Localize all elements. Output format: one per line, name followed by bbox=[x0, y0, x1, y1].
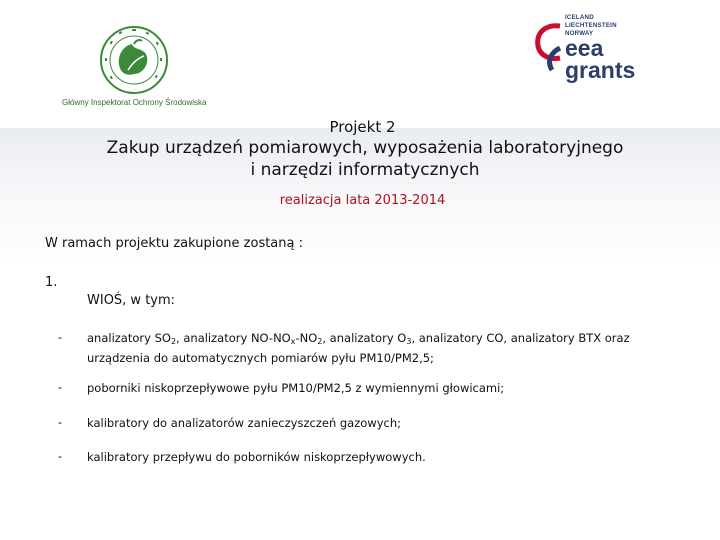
item-part: -NO bbox=[295, 331, 318, 345]
item-sub: 2 bbox=[170, 337, 177, 346]
eea-country: NORWAY bbox=[565, 30, 594, 37]
item-part: analizatory SO bbox=[87, 331, 171, 345]
list-number: 1. bbox=[45, 275, 58, 290]
slide-title-line1: Zakup urządzeń pomiarowych, wyposażenia laboratoryjnego bbox=[106, 138, 624, 158]
item-part: , analizatory O bbox=[322, 331, 407, 345]
slide-title bbox=[0, 137, 720, 181]
list-item-line1 bbox=[87, 330, 685, 350]
list-item-line2: urządzenia do automatycznych pomiarów pyłu PM10/PM2,5; bbox=[87, 351, 434, 365]
list-item-text: kalibratory do analizatorów zanieczyszczeń gazowych; bbox=[87, 416, 401, 430]
item-part: , analizatory NO-NO bbox=[176, 331, 291, 345]
eea-swirl-icon bbox=[530, 12, 564, 82]
list-dash: - bbox=[58, 415, 63, 429]
grants-word: grants bbox=[565, 57, 636, 83]
list-item-text: poborniki niskoprzepływowe pyłu PM10/PM2,5 z wymiennymi głowicami; bbox=[87, 381, 505, 395]
intro-text: W ramach projektu zakupione zostaną : bbox=[45, 236, 303, 251]
list-dash: - bbox=[58, 330, 63, 344]
item-sub: x bbox=[290, 337, 296, 346]
item-part: , analizatory CO, analizatory BTX oraz bbox=[411, 331, 630, 345]
list-dash: - bbox=[58, 380, 63, 394]
org-caption: Główny Inspektorat Ochrony Środowiska bbox=[62, 98, 207, 107]
slide-title-line2: i narzędzi informatycznych bbox=[250, 160, 480, 180]
item-sub: 3 bbox=[406, 337, 412, 346]
eea-country: ICELAND bbox=[565, 14, 594, 21]
gios-logo bbox=[98, 24, 170, 96]
eea-country: LIECHTENSTEIN bbox=[565, 22, 617, 29]
list-item-text bbox=[87, 330, 685, 367]
list-dash: - bbox=[58, 449, 63, 463]
eea-word: eea bbox=[565, 35, 604, 61]
list-item-text: kalibratory przepływu do poborników niskoprzepływowych. bbox=[87, 450, 426, 464]
item-sub: 2 bbox=[317, 337, 323, 346]
slide-subtitle: realizacja lata 2013-2014 bbox=[279, 193, 446, 208]
project-label: Projekt 2 bbox=[329, 118, 396, 136]
list-heading: WIOŚ, w tym: bbox=[87, 293, 176, 308]
